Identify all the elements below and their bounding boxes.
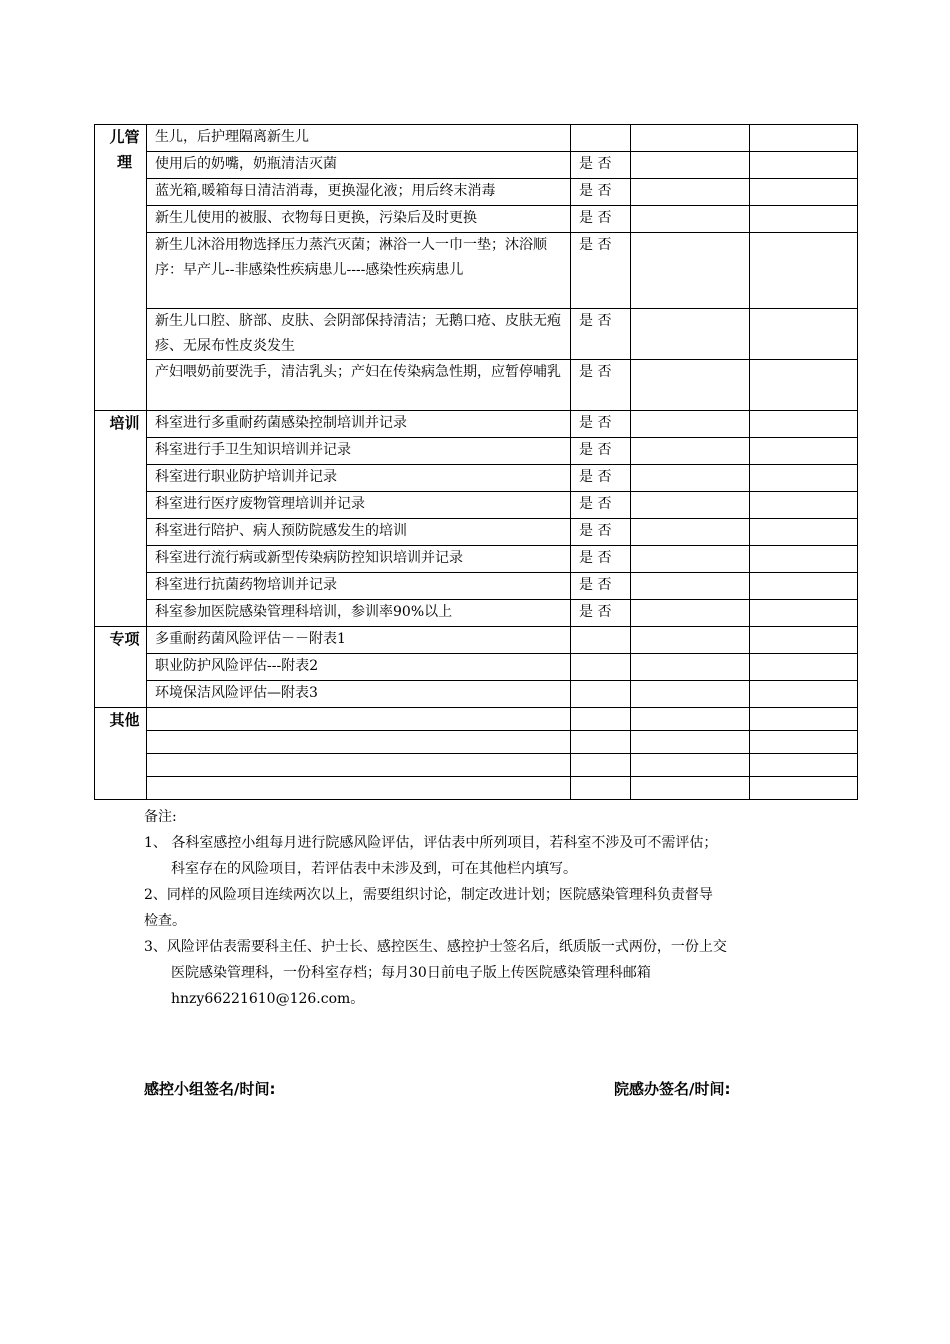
row-item: 科室进行多重耐药菌感染控制培训并记录 — [147, 411, 571, 438]
remark-cell[interactable] — [750, 465, 858, 492]
row-item: 职业防护风险评估---附表2 — [147, 654, 571, 681]
row-item: 科室进行手卫生知识培训并记录 — [147, 438, 571, 465]
table-row — [95, 627, 858, 654]
yes-no-cell[interactable] — [571, 654, 631, 681]
table-row — [95, 179, 858, 206]
remark-cell[interactable] — [750, 519, 858, 546]
yes-no-cell[interactable]: 是 否 — [571, 573, 631, 600]
remark-cell[interactable] — [750, 654, 858, 681]
category-other-label: 其他 — [95, 708, 147, 800]
signature-infection-office: 院感办签名/时间: — [614, 1080, 731, 1098]
remark-cell[interactable] — [750, 681, 858, 708]
category-special-label: 专项 — [95, 627, 147, 708]
score-cell[interactable] — [631, 309, 750, 360]
table-row — [95, 519, 858, 546]
score-cell[interactable] — [631, 233, 750, 309]
yes-no-cell[interactable] — [571, 754, 631, 777]
yes-no-cell — [571, 125, 631, 152]
score-cell[interactable] — [631, 681, 750, 708]
signature-infection-control-group: 感控小组签名/时间: — [144, 1080, 276, 1098]
note-3-email: hnzy66221610@126.com。 — [171, 991, 365, 1007]
score-cell[interactable] — [631, 360, 750, 411]
remark-cell[interactable] — [750, 708, 858, 731]
score-cell[interactable] — [631, 573, 750, 600]
category-newborn-label: 儿管理 — [95, 125, 147, 411]
note-1: 1、 各科室感控小组每月进行院感风险评估，评估表中所列项目，若科室不涉及可不需评估； — [144, 835, 718, 851]
score-cell[interactable] — [631, 465, 750, 492]
score-cell[interactable] — [631, 627, 750, 654]
note-2: 2、同样的风险项目连续两次以上，需要组织讨论，制定改进计划；医院感染管理科负责督导 — [144, 887, 713, 903]
table-row — [95, 411, 858, 438]
row-item: 新生儿使用的被服、衣物每日更换，污染后及时更换 — [147, 206, 571, 233]
yes-no-cell[interactable]: 是 否 — [571, 360, 631, 411]
score-cell[interactable] — [631, 206, 750, 233]
remark-cell[interactable] — [750, 206, 858, 233]
row-item: 科室参加医院感染管理科培训，参训率90%以上 — [147, 600, 571, 627]
score-cell[interactable] — [631, 731, 750, 754]
table-row — [95, 573, 858, 600]
score-cell[interactable] — [631, 708, 750, 731]
yes-no-cell[interactable]: 是 否 — [571, 600, 631, 627]
yes-no-cell[interactable] — [571, 627, 631, 654]
table-row — [95, 754, 858, 777]
item-cell[interactable] — [147, 708, 571, 731]
yes-no-cell[interactable]: 是 否 — [571, 438, 631, 465]
category-training-label: 培训 — [95, 411, 147, 627]
score-cell[interactable] — [631, 654, 750, 681]
yes-no-cell[interactable] — [571, 777, 631, 800]
score-cell[interactable] — [631, 519, 750, 546]
score-cell[interactable] — [631, 546, 750, 573]
remark-cell[interactable] — [750, 546, 858, 573]
row-item: 科室进行抗菌药物培训并记录 — [147, 573, 571, 600]
score-cell[interactable] — [631, 492, 750, 519]
table-row — [95, 233, 858, 309]
yes-no-cell[interactable] — [571, 681, 631, 708]
yes-no-cell[interactable] — [571, 708, 631, 731]
table-row — [95, 708, 858, 731]
table-row — [95, 777, 858, 800]
item-cell[interactable] — [147, 754, 571, 777]
remark-cell[interactable] — [750, 777, 858, 800]
remark-cell[interactable] — [750, 360, 858, 411]
yes-no-cell[interactable]: 是 否 — [571, 519, 631, 546]
yes-no-cell[interactable]: 是 否 — [571, 309, 631, 360]
note-3-continued: 医院感染管理科，一份科室存档；每月30日前电子版上传医院感染管理科邮箱 — [171, 965, 651, 981]
table-row — [95, 546, 858, 573]
remark-cell[interactable] — [750, 438, 858, 465]
yes-no-cell[interactable]: 是 否 — [571, 411, 631, 438]
yes-no-cell[interactable]: 是 否 — [571, 465, 631, 492]
row-item: 蓝光箱,暖箱每日清洁消毒，更换湿化液；用后终末消毒 — [147, 179, 571, 206]
table-row — [95, 125, 858, 152]
note-2-continued: 检查。 — [144, 913, 186, 929]
row-item: 科室进行职业防护培训并记录 — [147, 465, 571, 492]
yes-no-cell[interactable] — [571, 731, 631, 754]
table-row — [95, 309, 858, 360]
table-row — [95, 152, 858, 179]
risk-assessment-table — [94, 124, 858, 800]
row-item: 科室进行医疗废物管理培训并记录 — [147, 492, 571, 519]
item-cell[interactable] — [147, 731, 571, 754]
notes-title: 备注: — [144, 809, 177, 825]
row-item: 科室进行陪护、病人预防院感发生的培训 — [147, 519, 571, 546]
row-item: 产妇喂奶前要洗手，清洁乳头；产妇在传染病急性期，应暂停哺乳 — [147, 360, 571, 411]
yes-no-cell[interactable]: 是 否 — [571, 546, 631, 573]
row-item: 环境保洁风险评估—附表3 — [147, 681, 571, 708]
table-row — [95, 360, 858, 411]
remark-cell[interactable] — [750, 411, 858, 438]
row-item: 科室进行流行病或新型传染病防控知识培训并记录 — [147, 546, 571, 573]
notes-section — [144, 804, 814, 1012]
score-cell[interactable] — [631, 411, 750, 438]
table-row — [95, 654, 858, 681]
row-item: 新生儿口腔、脐部、皮肤、会阴部保持清洁；无鹅口疮、皮肤无疱疹、无尿布性皮炎发生 — [147, 309, 571, 360]
row-item: 使用后的奶嘴，奶瓶清洁灭菌 — [147, 152, 571, 179]
remark-cell[interactable] — [750, 627, 858, 654]
note-3: 3、风险评估表需要科主任、护士长、感控医生、感控护士签名后，纸质版一式两份，一份上交 — [144, 939, 727, 955]
score-cell[interactable] — [631, 179, 750, 206]
remark-cell[interactable] — [750, 600, 858, 627]
score-cell[interactable] — [631, 438, 750, 465]
table-row — [95, 492, 858, 519]
score-cell[interactable] — [631, 600, 750, 627]
remark-cell[interactable] — [750, 754, 858, 777]
table-row — [95, 438, 858, 465]
score-cell[interactable] — [631, 152, 750, 179]
table-row — [95, 681, 858, 708]
remark-cell[interactable] — [750, 179, 858, 206]
remark-cell[interactable] — [750, 573, 858, 600]
yes-no-cell[interactable]: 是 否 — [571, 233, 631, 309]
row-item: 生儿，后护理隔离新生儿 — [147, 125, 571, 152]
yes-no-cell[interactable]: 是 否 — [571, 492, 631, 519]
remark-cell[interactable] — [750, 152, 858, 179]
remark-cell[interactable] — [750, 125, 858, 152]
row-item: 多重耐药菌风险评估－－附表1 — [147, 627, 571, 654]
score-cell[interactable] — [631, 125, 750, 152]
table-row — [95, 465, 858, 492]
table-row — [95, 600, 858, 627]
remark-cell[interactable] — [750, 233, 858, 309]
remark-cell[interactable] — [750, 309, 858, 360]
yes-no-cell[interactable]: 是 否 — [571, 152, 631, 179]
item-cell[interactable] — [147, 777, 571, 800]
table-row — [95, 731, 858, 754]
score-cell[interactable] — [631, 754, 750, 777]
yes-no-cell[interactable]: 是 否 — [571, 206, 631, 233]
remark-cell[interactable] — [750, 731, 858, 754]
yes-no-cell[interactable]: 是 否 — [571, 179, 631, 206]
score-cell[interactable] — [631, 777, 750, 800]
table-row — [95, 206, 858, 233]
note-1-continued: 科室存在的风险项目，若评估表中未涉及到，可在其他栏内填写。 — [171, 861, 577, 877]
remark-cell[interactable] — [750, 492, 858, 519]
row-item: 新生儿沐浴用物选择压力蒸汽灭菌；淋浴一人一巾一垫；沐浴顺序：早产儿--非感染性疾病患儿----感染性疾病患儿 — [147, 233, 571, 309]
